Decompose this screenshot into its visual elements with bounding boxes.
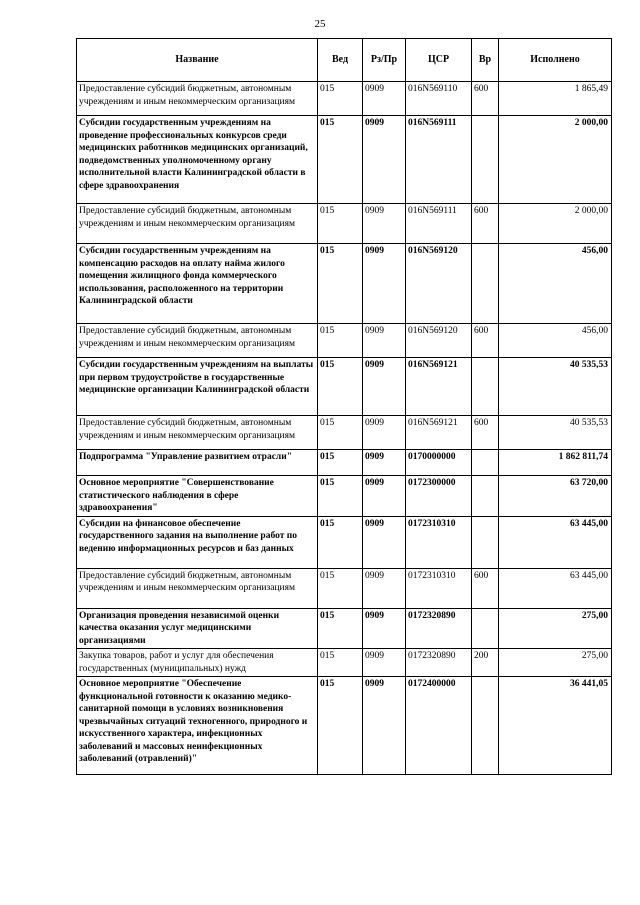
cell-done: 456,00 [499,324,612,358]
table-row [77,516,612,568]
cell-rzpr: 0909 [363,244,406,324]
cell-csr: 016N569121 [406,416,472,450]
cell-csr: 0172300000 [406,476,472,517]
cell-name: Закупка товаров, работ и услуг для обеспечения государственных (муниципальных) нужд [77,649,318,677]
cell-name: Предоставление субсидий бюджетным, автономным учреждениям и иным некоммерческим организациям [77,204,318,244]
cell-name: Предоставление субсидий бюджетным, автономным учреждениям и иным некоммерческим организациям [77,82,318,116]
table-row [77,416,612,450]
cell-vr: 600 [472,324,499,358]
cell-vr [472,677,499,775]
cell-done: 63 445,00 [499,516,612,568]
cell-ved: 015 [318,476,363,517]
cell-rzpr: 0909 [363,82,406,116]
cell-done: 2 000,00 [499,204,612,244]
cell-csr: 0172320890 [406,608,472,649]
cell-vr: 200 [472,649,499,677]
cell-done: 40 535,53 [499,358,612,416]
cell-name: Основное мероприятие "Обеспечение функциональной готовности к оказанию медико-санитарной помощи в условиях возникновения чрезвычайных ситуаций техногенного, природного и искусственного характера, инфекционных заболеваний и массовых неинфекционных заболеваний (отравлений)" [77,677,318,775]
cell-csr: 016N569121 [406,358,472,416]
cell-ved: 015 [318,450,363,476]
cell-ved: 015 [318,416,363,450]
cell-vr [472,244,499,324]
cell-vr: 600 [472,82,499,116]
table-row [77,450,612,476]
table-row [77,677,612,775]
header-done: Исполнено [499,39,612,82]
cell-done: 456,00 [499,244,612,324]
cell-csr: 016N569111 [406,116,472,204]
table-row [77,82,612,116]
cell-name: Субсидии государственным учреждениям на проведение профессиональных конкурсов среди медицинских работников медицинских организаций, подведомственных уполномоченному органу исполнительной власти Калининградской области в сфере здравоохранения [77,116,318,204]
cell-done: 1 865,49 [499,82,612,116]
cell-name: Организация проведения независимой оценки качества оказания услуг медицинскими организациями [77,608,318,649]
cell-name: Субсидии государственным учреждениям на компенсацию расходов на оплату найма жилого помещения жилищного фонда коммерческого использования, расположенного на территории Калининградской области [77,244,318,324]
cell-name: Субсидии на финансовое обеспечение государственного задания на выполнение работ по ведению информационных ресурсов и баз данных [77,516,318,568]
cell-vr [472,476,499,517]
cell-rzpr: 0909 [363,324,406,358]
cell-name: Предоставление субсидий бюджетным, автономным учреждениям и иным некоммерческим организациям [77,416,318,450]
cell-ved: 015 [318,677,363,775]
cell-rzpr: 0909 [363,608,406,649]
cell-rzpr: 0909 [363,450,406,476]
cell-ved: 015 [318,358,363,416]
cell-done: 40 535,53 [499,416,612,450]
header-name: Название [77,39,318,82]
table-row [77,244,612,324]
table-row [77,204,612,244]
cell-ved: 015 [318,608,363,649]
header-ved: Вед [318,39,363,82]
cell-ved: 015 [318,204,363,244]
cell-done: 63 720,00 [499,476,612,517]
header-vr: Вр [472,39,499,82]
cell-vr: 600 [472,204,499,244]
table-row [77,608,612,649]
cell-rzpr: 0909 [363,568,406,608]
table-row [77,324,612,358]
cell-done: 63 445,00 [499,568,612,608]
cell-rzpr: 0909 [363,358,406,416]
cell-done: 275,00 [499,649,612,677]
cell-csr: 016N569110 [406,82,472,116]
cell-name: Основное мероприятие "Совершенствование статистического наблюдения в сфере здравоохранения" [77,476,318,517]
cell-vr [472,450,499,476]
cell-name: Подпрограмма "Управление развитием отрасли" [77,450,318,476]
cell-vr [472,116,499,204]
cell-ved: 015 [318,116,363,204]
cell-rzpr: 0909 [363,677,406,775]
cell-csr: 0172310310 [406,516,472,568]
cell-ved: 015 [318,324,363,358]
cell-csr: 0170000000 [406,450,472,476]
table-row [77,649,612,677]
cell-csr: 0172320890 [406,649,472,677]
cell-rzpr: 0909 [363,476,406,517]
cell-rzpr: 0909 [363,116,406,204]
table-row [77,568,612,608]
page-number: 25 [314,18,326,30]
cell-done: 275,00 [499,608,612,649]
cell-vr [472,358,499,416]
cell-csr: 016N569120 [406,324,472,358]
cell-ved: 015 [318,649,363,677]
cell-csr: 0172400000 [406,677,472,775]
cell-name: Субсидии государственным учреждениям на выплаты при первом трудоустройстве в государственные медицинские организации Калининградской области [77,358,318,416]
cell-name: Предоставление субсидий бюджетным, автономным учреждениям и иным некоммерческим организациям [77,568,318,608]
budget-table [76,38,612,775]
cell-rzpr: 0909 [363,416,406,450]
cell-name: Предоставление субсидий бюджетным, автономным учреждениям и иным некоммерческим организациям [77,324,318,358]
table-row [77,116,612,204]
cell-done: 36 441,05 [499,677,612,775]
table-row [77,476,612,517]
cell-done: 2 000,00 [499,116,612,204]
cell-ved: 015 [318,568,363,608]
cell-rzpr: 0909 [363,204,406,244]
cell-vr: 600 [472,416,499,450]
cell-rzpr: 0909 [363,649,406,677]
cell-vr [472,608,499,649]
cell-vr: 600 [472,568,499,608]
header-csr: ЦСР [406,39,472,82]
cell-csr: 0172310310 [406,568,472,608]
cell-ved: 015 [318,516,363,568]
cell-done: 1 862 811,74 [499,450,612,476]
cell-csr: 016N569120 [406,244,472,324]
cell-vr [472,516,499,568]
cell-ved: 015 [318,244,363,324]
cell-rzpr: 0909 [363,516,406,568]
header-rzpr: Рз/Пр [363,39,406,82]
cell-csr: 016N569111 [406,204,472,244]
table-row [77,358,612,416]
table-header-row [77,39,612,82]
cell-ved: 015 [318,82,363,116]
